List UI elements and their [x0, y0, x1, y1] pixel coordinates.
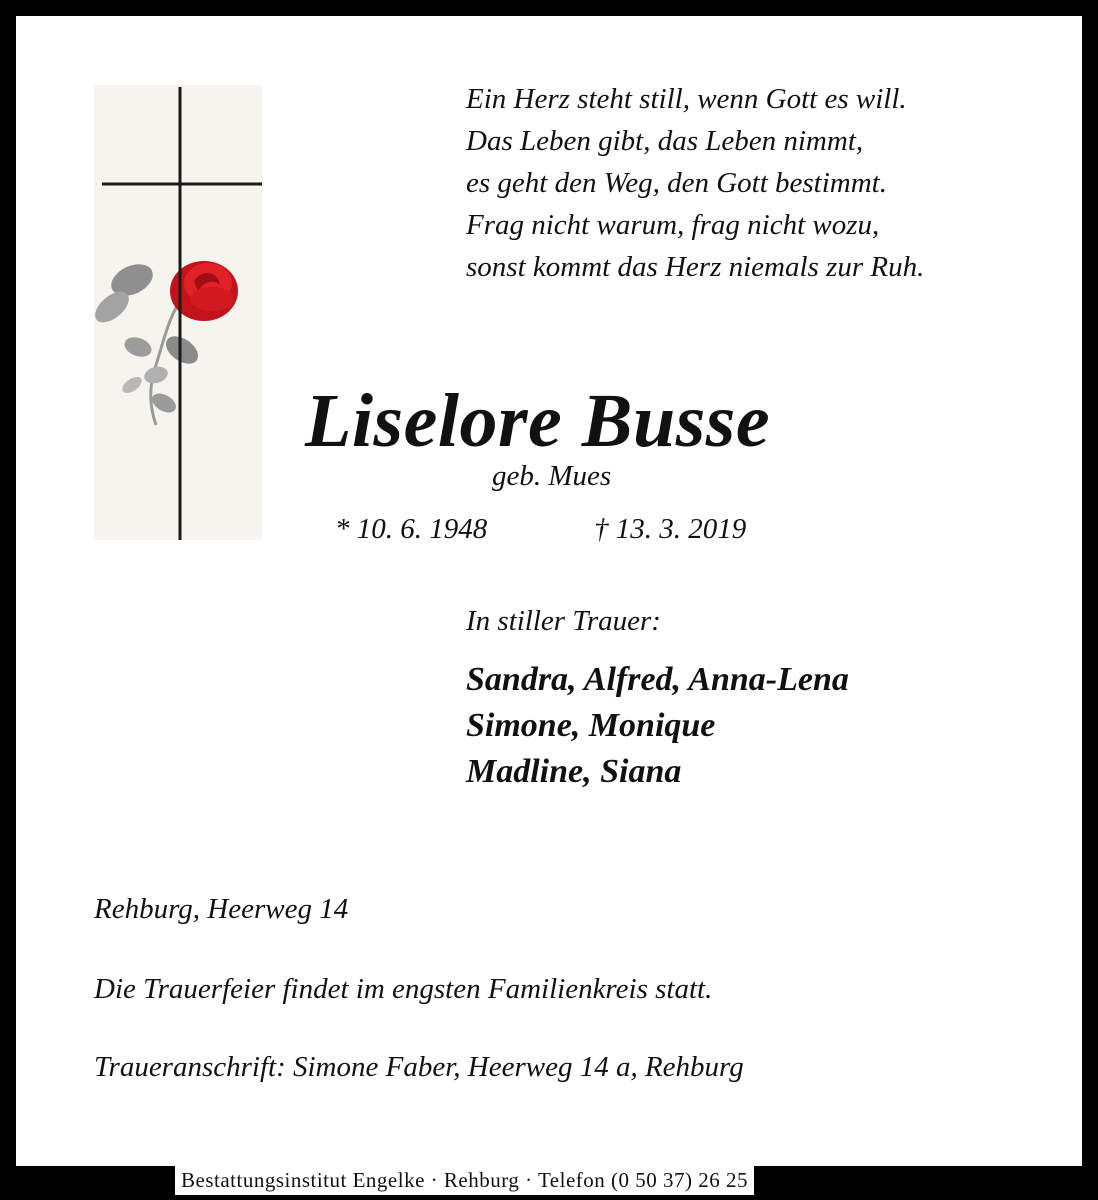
- correspondence-address: Traueranschrift: Simone Faber, Heerweg 14 a, Rehburg: [94, 1051, 744, 1083]
- poem-line: Das Leben gibt, das Leben nimmt,: [466, 125, 864, 157]
- poem: [466, 78, 924, 288]
- death-date: † 13. 3. 2019: [594, 513, 747, 545]
- mourner-line: Madline, Siana: [466, 753, 682, 790]
- mourner-line: Simone, Monique: [466, 707, 716, 744]
- deceased-name: Liselore Busse: [305, 379, 771, 463]
- poem-line: sonst kommt das Herz niemals zur Ruh.: [466, 251, 925, 283]
- birth-date: * 10. 6. 1948: [335, 513, 488, 545]
- mourners-list: [466, 657, 849, 795]
- family-address: Rehburg, Heerweg 14: [94, 893, 349, 925]
- ceremony-note: Die Trauerfeier findet im engsten Familienkreis statt.: [94, 973, 713, 1005]
- poem-line: es geht den Weg, den Gott bestimmt.: [466, 167, 887, 199]
- poem-line: Ein Herz steht still, wenn Gott es will.: [466, 83, 907, 115]
- mourner-line: Sandra, Alfred, Anna-Lena: [466, 661, 849, 698]
- mourning-label: In stiller Trauer:: [466, 605, 661, 637]
- poem-line: Frag nicht warum, frag nicht wozu,: [466, 209, 880, 241]
- maiden-name: geb. Mues: [492, 460, 612, 492]
- funeral-home-footer: Bestattungsinstitut Engelke · Rehburg · Telefon (0 50 37) 26 25: [175, 1165, 754, 1195]
- cross-with-rose-illustration: [94, 85, 262, 540]
